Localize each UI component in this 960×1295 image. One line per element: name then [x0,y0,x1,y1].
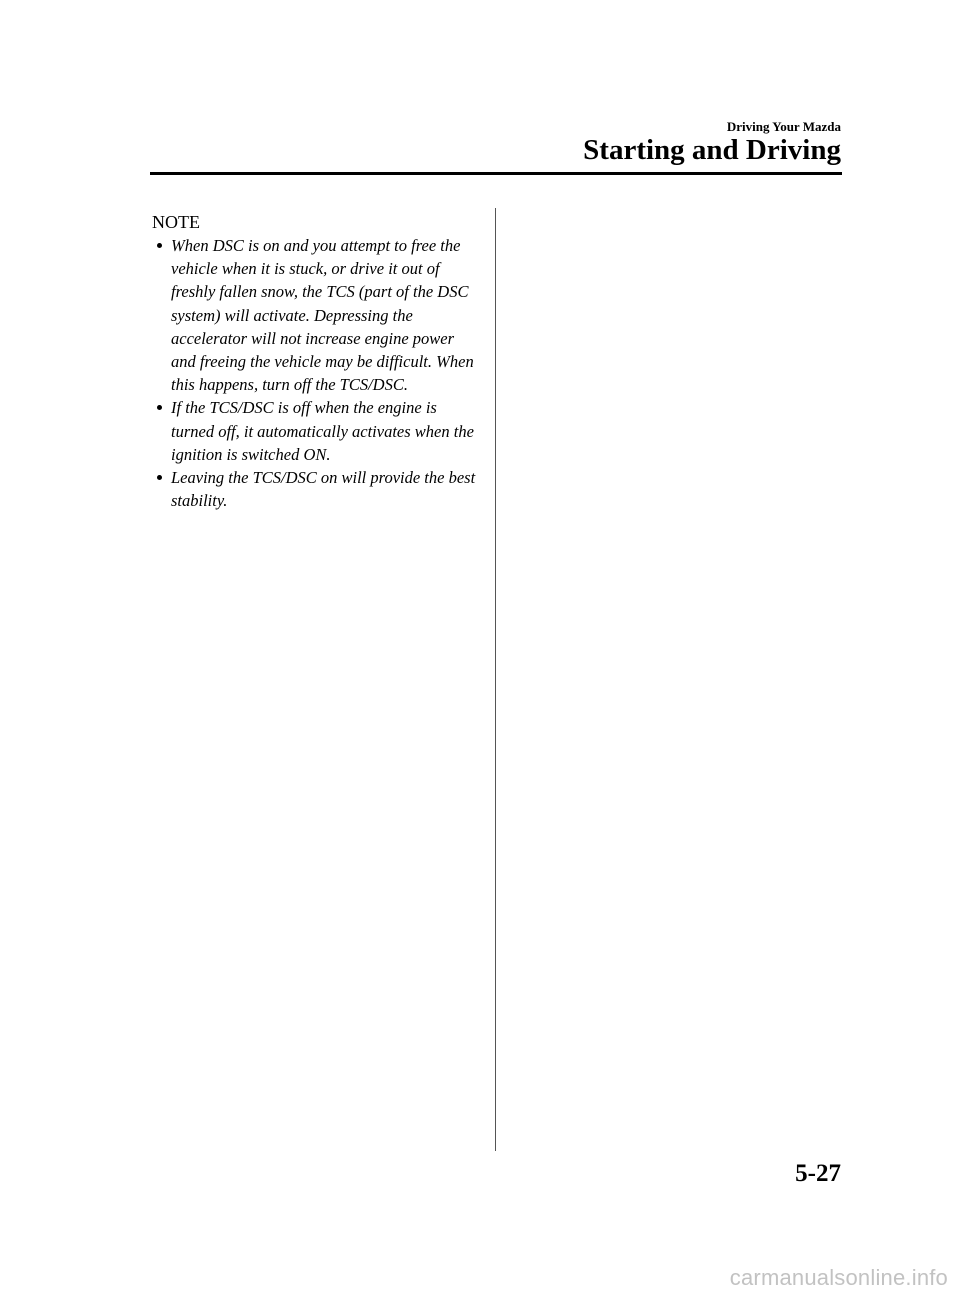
header-divider [150,172,842,175]
watermark-link[interactable]: carmanualsonline.info [729,1265,948,1290]
bullet-icon [157,243,162,248]
page-title: Starting and Driving [583,134,841,166]
note-list [152,234,482,512]
note-item [152,396,482,466]
note-item-text: When DSC is on and you attempt to free the vehicle when it is stuck, or drive it out of freshly fallen snow, the TCS (part of the DSC system) will activate. Depressing the accelerator will not increase engine power and freeing the vehicle may be difficult. When this happens, turn off the TCS/DSC. [171,236,474,395]
note-item [152,466,482,512]
page-number: 5-27 [795,1160,841,1187]
column-divider [495,208,496,1151]
note-item-text: If the TCS/DSC is off when the engine is turned off, it automatically activates when the ignition is switched ON. [171,398,474,464]
note-item-text: Leaving the TCS/DSC on will provide the best stability. [171,468,476,511]
bullet-icon [157,475,162,480]
bullet-icon [157,405,162,410]
note-item [152,234,482,396]
section-label: Driving Your Mazda [726,119,841,134]
note-heading: NOTE [152,212,200,232]
note-block [152,210,482,512]
